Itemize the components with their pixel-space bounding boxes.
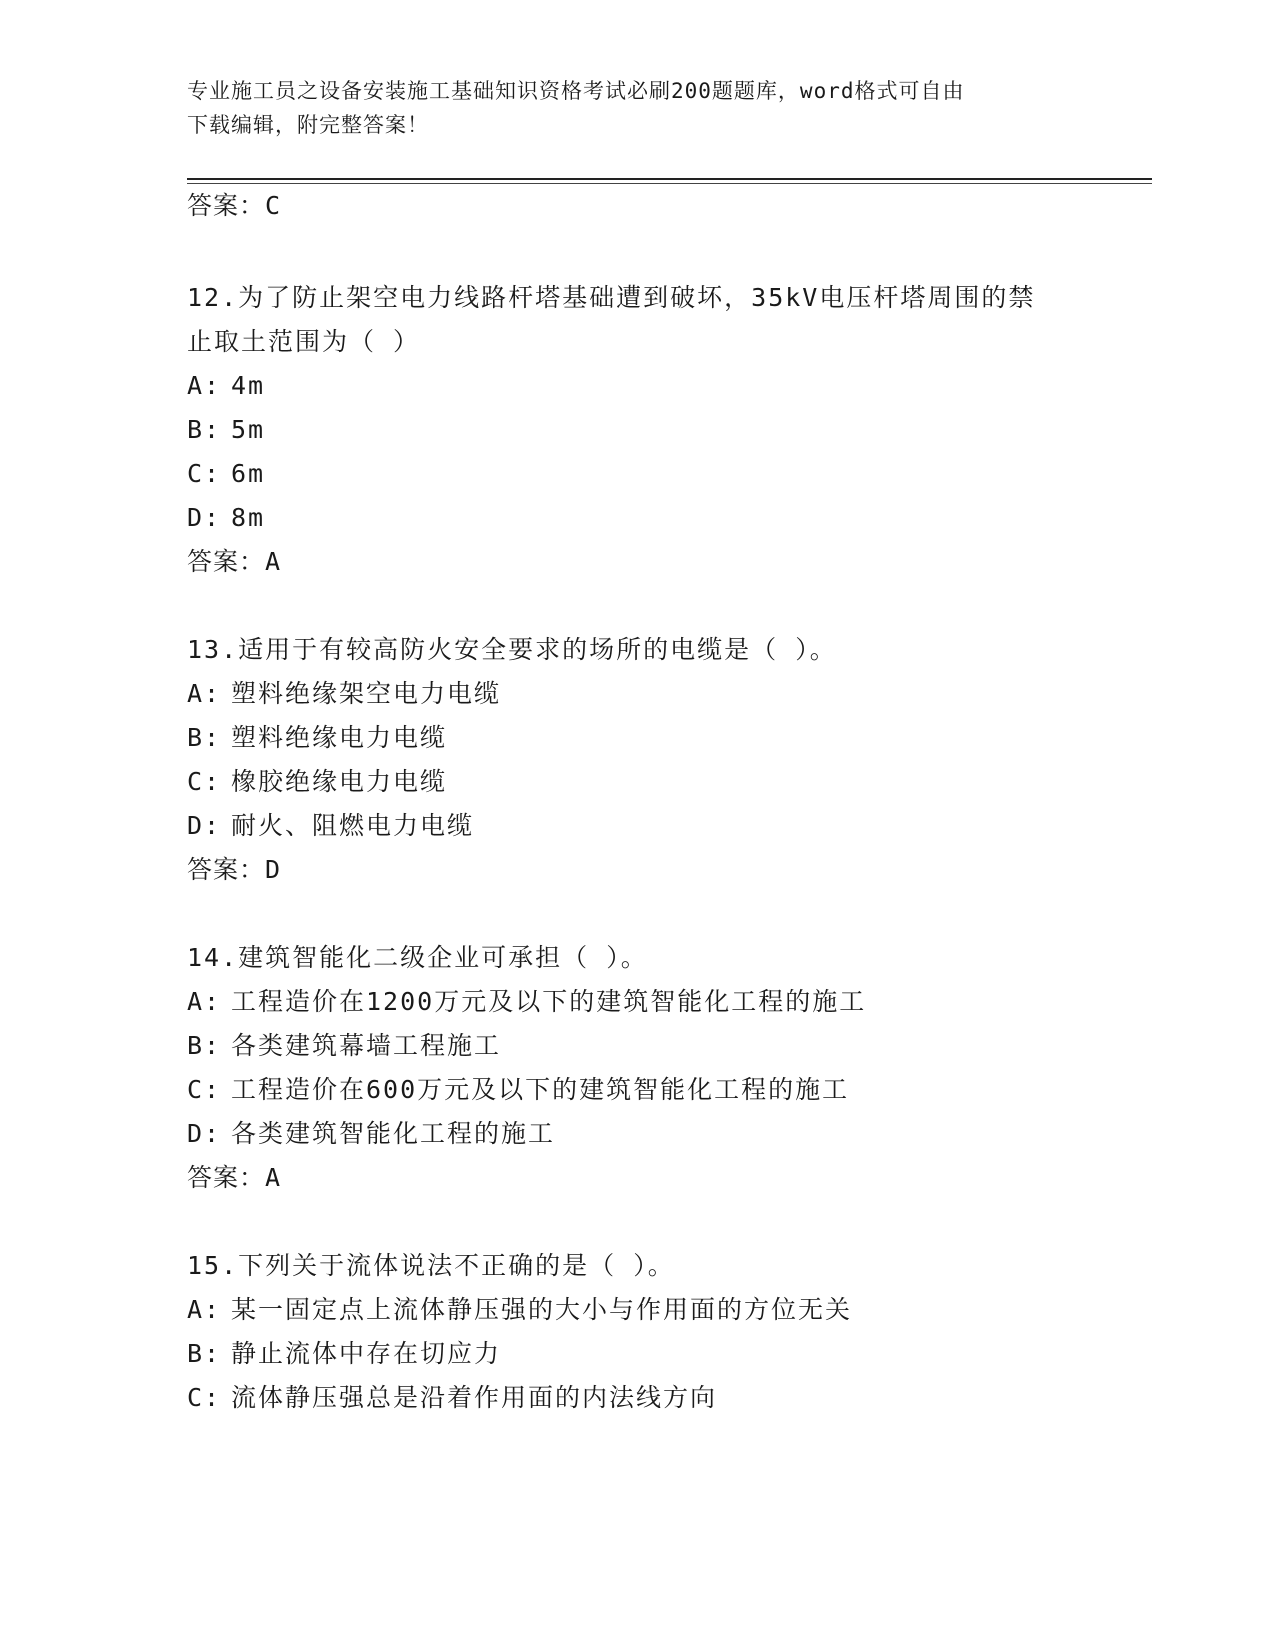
option-text: 塑料绝缘电力电缆 (231, 723, 448, 752)
option-text: 橡胶绝缘电力电缆 (231, 767, 448, 796)
question-12-option-c (187, 458, 265, 490)
question-13-option-a (187, 678, 501, 710)
question-12-option-d (187, 502, 265, 534)
option-text: 某一固定点上流体静压强的大小与作用面的方位无关 (231, 1295, 853, 1324)
header-divider-thick (187, 178, 1152, 180)
option-label: B: (187, 1031, 222, 1060)
option-label: C: (187, 1383, 222, 1412)
option-text: 4m (231, 371, 266, 400)
header-line-1: 专业施工员之设备安装施工基础知识资格考试必刷200题题库，word格式可自由 (187, 79, 965, 103)
option-label: D: (187, 503, 222, 532)
option-label: D: (187, 1119, 222, 1148)
question-15-stem: 15.下列关于流体说法不正确的是（ ）。 (187, 1251, 675, 1280)
page-header (187, 74, 1067, 142)
option-label: C: (187, 1075, 222, 1104)
question-15-option-b (187, 1338, 501, 1370)
question-12-stem-line-1: 12.为了防止架空电力线路杆塔基础遭到破坏，35kV电压杆塔周围的禁 (187, 283, 1036, 312)
option-text: 工程造价在600万元及以下的建筑智能化工程的施工 (231, 1075, 850, 1104)
question-12-option-b (187, 414, 265, 446)
option-text: 各类建筑智能化工程的施工 (231, 1119, 556, 1148)
question-13-option-d (187, 810, 474, 842)
option-label: B: (187, 415, 222, 444)
question-15-option-a (187, 1294, 852, 1326)
option-text: 各类建筑幕墙工程施工 (231, 1031, 502, 1060)
question-14-stem: 14.建筑智能化二级企业可承担（ ）。 (187, 943, 648, 972)
option-label: C: (187, 767, 222, 796)
question-14-option-c (187, 1074, 849, 1106)
option-text: 6m (231, 459, 266, 488)
option-text: 流体静压强总是沿着作用面的内法线方向 (231, 1383, 718, 1412)
option-label: A: (187, 987, 222, 1016)
option-text: 5m (231, 415, 266, 444)
question-14-answer: 答案：A (187, 1163, 282, 1192)
option-text: 耐火、阻燃电力电缆 (231, 811, 475, 840)
option-text: 塑料绝缘架空电力电缆 (231, 679, 502, 708)
question-14-option-a (187, 986, 866, 1018)
previous-answer: 答案：C (187, 191, 282, 220)
header-divider-thin (187, 183, 1152, 184)
question-15-option-c (187, 1382, 717, 1414)
question-12-stem-line-2: 止取土范围为（ ） (187, 327, 421, 356)
option-label: B: (187, 1339, 222, 1368)
option-text: 静止流体中存在切应力 (231, 1339, 502, 1368)
option-text: 工程造价在1200万元及以下的建筑智能化工程的施工 (231, 987, 867, 1016)
question-13-answer: 答案：D (187, 855, 282, 884)
option-label: A: (187, 371, 222, 400)
option-label: B: (187, 723, 222, 752)
option-label: A: (187, 1295, 222, 1324)
question-13-stem: 13.适用于有较高防火安全要求的场所的电缆是（ ）。 (187, 635, 837, 664)
question-13-option-c (187, 766, 447, 798)
question-12-option-a (187, 370, 265, 402)
question-13-option-b (187, 722, 447, 754)
question-12-answer: 答案：A (187, 547, 282, 576)
option-label: D: (187, 811, 222, 840)
option-text: 8m (231, 503, 266, 532)
header-line-2: 下载编辑，附完整答案！ (187, 113, 429, 137)
question-14-option-b (187, 1030, 501, 1062)
option-label: A: (187, 679, 222, 708)
option-label: C: (187, 459, 222, 488)
question-14-option-d (187, 1118, 555, 1150)
